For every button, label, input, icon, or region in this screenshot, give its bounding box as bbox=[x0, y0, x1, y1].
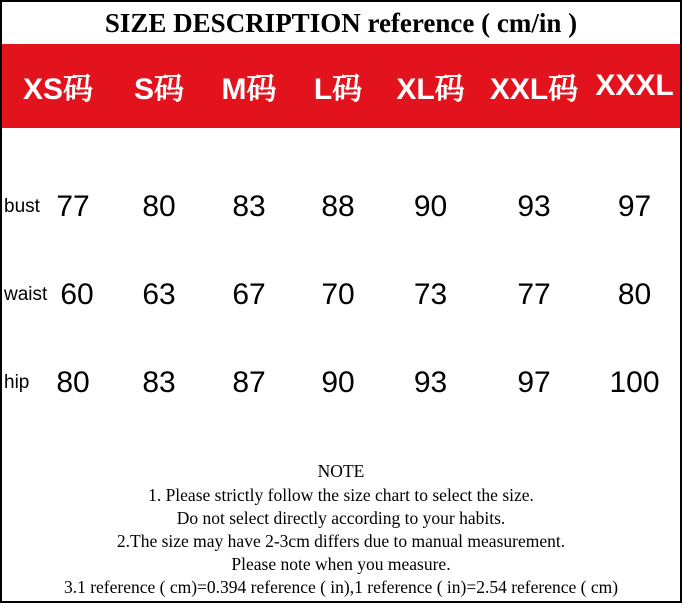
column-header-l: L码 bbox=[313, 73, 363, 106]
column-header-xs: XS码 bbox=[22, 73, 94, 106]
column-header-xxl: XXL码 bbox=[489, 73, 579, 106]
cell-hip-xxxl: 100 bbox=[609, 366, 660, 399]
row-label-hip: hip bbox=[4, 372, 30, 393]
cell-bust-m: 83 bbox=[232, 190, 266, 223]
cell-waist-l: 70 bbox=[321, 278, 355, 311]
column-header-m: M码 bbox=[221, 73, 277, 106]
row-label-waist: waist bbox=[4, 284, 48, 305]
page-title: SIZE DESCRIPTION reference ( cm/in ) bbox=[104, 7, 578, 38]
cell-hip-xs: 80 bbox=[56, 366, 90, 399]
column-header-xxxl: XXXL bbox=[595, 69, 674, 102]
table-row bbox=[2, 340, 680, 426]
column-header-xl: XL码 bbox=[396, 73, 465, 106]
table-row bbox=[2, 164, 680, 250]
cell-waist-xxl: 77 bbox=[517, 278, 551, 311]
cell-hip-m: 87 bbox=[232, 366, 266, 399]
cell-bust-xxl: 93 bbox=[517, 190, 551, 223]
cell-waist-m: 67 bbox=[232, 278, 266, 311]
note-line-5: 3.1 reference ( cm)=0.394 reference ( in),1 reference ( in)=2.54 reference ( cm) bbox=[63, 577, 619, 597]
cell-bust-xl: 90 bbox=[413, 190, 448, 223]
note-block bbox=[2, 460, 680, 601]
cell-bust-xxxl: 97 bbox=[617, 190, 652, 223]
column-header-s: S码 bbox=[133, 73, 184, 106]
table-row bbox=[2, 252, 680, 338]
cell-bust-s: 80 bbox=[142, 190, 176, 223]
cell-waist-s: 63 bbox=[142, 278, 176, 311]
row-label-bust: bust bbox=[4, 196, 40, 217]
cell-hip-xl: 93 bbox=[413, 366, 448, 399]
note-line-2: Do not select directly according to your habits. bbox=[176, 508, 506, 528]
cell-bust-l: 88 bbox=[321, 190, 355, 223]
cell-waist-xxxl: 80 bbox=[617, 278, 652, 311]
cell-bust-xs: 77 bbox=[56, 190, 90, 223]
cell-waist-xl: 73 bbox=[413, 278, 448, 311]
note-line-4: Please note when you measure. bbox=[231, 554, 451, 574]
cell-hip-l: 90 bbox=[321, 366, 355, 399]
note-line-1: 1. Please strictly follow the size chart to select the size. bbox=[148, 485, 534, 505]
cell-waist-xs: 60 bbox=[60, 278, 94, 311]
cell-hip-s: 83 bbox=[142, 366, 176, 399]
measurements-body bbox=[2, 128, 680, 601]
note-line-3: 2.The size may have 2-3cm differs due to manual measurement. bbox=[116, 531, 566, 551]
size-header-row bbox=[2, 44, 680, 128]
cell-hip-xxl: 97 bbox=[517, 366, 551, 399]
chart-title-bar bbox=[2, 2, 680, 44]
note-heading: NOTE bbox=[317, 461, 365, 481]
